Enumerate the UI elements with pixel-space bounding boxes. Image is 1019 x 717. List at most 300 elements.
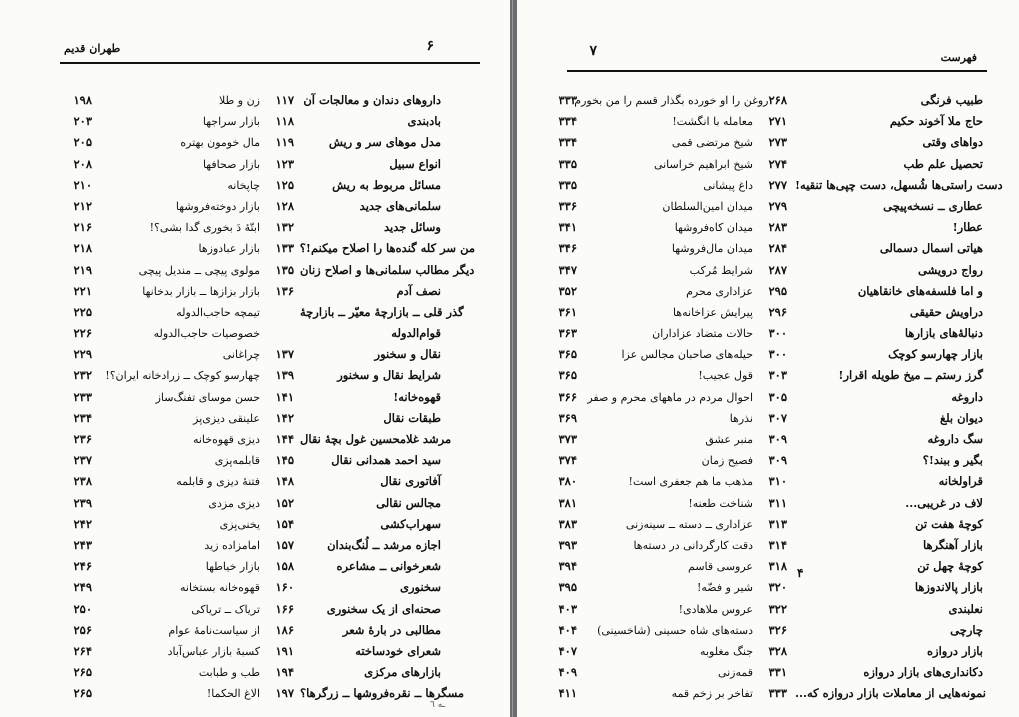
toc-entry-title: بازار صحافها bbox=[202, 157, 260, 171]
toc-entry-title: عروسی قاسم bbox=[688, 560, 753, 574]
toc-entry bbox=[577, 260, 787, 281]
toc-entry-title: عطار! bbox=[952, 220, 983, 235]
toc-entry-page: ۳۰۹ bbox=[768, 453, 787, 468]
toc-page-number: ۳۶۹ bbox=[558, 410, 577, 425]
toc-entry-title: میدان مال‌فروشها bbox=[671, 242, 753, 256]
toc-entry-page: ۳۱۳ bbox=[768, 516, 787, 531]
toc-entry-title: آفاتوری نقال bbox=[380, 474, 441, 489]
toc-entry-title: مرشد غلامحسین غول بچهٔ نقال bbox=[300, 432, 452, 446]
toc-entry-title: سهراب‌کشی bbox=[380, 516, 441, 531]
toc-entry-page: ۳۱۰ bbox=[768, 474, 787, 489]
toc-entry-title: عزاداری محرم bbox=[686, 284, 753, 298]
toc-entry-page: ۱۵۷ bbox=[275, 537, 294, 552]
toc-entry-page: ۱۲۵ bbox=[275, 177, 294, 192]
toc-entry bbox=[300, 450, 475, 471]
toc-entry-title: کوچهٔ هفت تن bbox=[915, 516, 983, 531]
toc-entry-title: چراغانی bbox=[222, 348, 260, 362]
toc-page-number: ۲۵۰ bbox=[73, 601, 92, 616]
toc-entry-page: ۲۹۵ bbox=[768, 283, 787, 298]
toc-entry bbox=[100, 535, 294, 556]
toc-entry-page: ۳۲۰ bbox=[768, 580, 787, 595]
toc-entry-title: شرایط مُرکب bbox=[689, 263, 753, 277]
toc-entry bbox=[795, 344, 1017, 365]
toc-entry-title: زن و طلا bbox=[218, 94, 260, 107]
toc-page-number: ۲۶۵ bbox=[73, 686, 92, 701]
toc-entry-title: نصف آدم bbox=[396, 283, 441, 298]
toc-entry bbox=[100, 302, 294, 323]
toc-entry bbox=[100, 132, 294, 153]
toc-entry bbox=[100, 238, 294, 259]
toc-entry-page: ۱۴۵ bbox=[275, 453, 294, 468]
toc-entry bbox=[577, 175, 787, 196]
toc-entry-title: منبر عشق bbox=[705, 433, 753, 446]
toc-entry-page bbox=[441, 577, 475, 598]
toc-entry-title: شناخت طعنه! bbox=[688, 496, 753, 510]
toc-entry bbox=[300, 429, 475, 450]
toc-entry-page bbox=[451, 429, 475, 450]
toc-entry-title: معامله با انگشت! bbox=[672, 115, 753, 129]
toc-entry-page: ۳۱۸ bbox=[768, 559, 787, 574]
toc-entry-title: نعلبندی bbox=[948, 601, 983, 616]
toc-entry-title: داغ پیشانی bbox=[703, 178, 753, 192]
toc-entry bbox=[577, 662, 787, 683]
toc-entry bbox=[795, 599, 1017, 620]
toc-entry-page bbox=[983, 471, 1017, 492]
toc-entry-page: ۳۰۹ bbox=[768, 432, 787, 446]
toc-entry-page: ۱۱۹ bbox=[275, 135, 294, 150]
toc-entry-page bbox=[983, 450, 1017, 471]
toc-entry-page bbox=[983, 132, 1017, 153]
toc-entry-title: بازار آهنگرها bbox=[922, 537, 983, 552]
right-toc-column-a bbox=[795, 90, 1017, 704]
toc-entry bbox=[577, 154, 787, 175]
toc-entry-page bbox=[983, 599, 1017, 620]
toc-entry-page bbox=[983, 387, 1017, 408]
toc-entry bbox=[100, 260, 294, 281]
toc-entry bbox=[577, 577, 787, 598]
toc-entry bbox=[577, 344, 787, 365]
toc-page-number: ۳۴۶ bbox=[558, 241, 577, 256]
toc-entry-title: سخنوری bbox=[399, 580, 441, 595]
toc-page-number: ۲۴۹ bbox=[73, 580, 92, 595]
toc-page-number: ۲۳۳ bbox=[73, 389, 92, 404]
toc-entry-title: هیاتی اسمال دسمالی bbox=[879, 241, 983, 256]
toc-entry-page: ۱۵۸ bbox=[275, 559, 294, 574]
toc-entry-title: دیوان بلغ bbox=[939, 410, 983, 425]
right-page bbox=[517, 0, 1019, 717]
toc-page-number: ۴۰۹ bbox=[558, 665, 577, 680]
toc-entry-title: دست راستی‌ها شُسهل، دست چپی‌ها تنقیه! bbox=[795, 177, 1003, 192]
toc-entry-page: ۲۸۷ bbox=[768, 262, 787, 277]
toc-page-number: ۳۸۳ bbox=[558, 516, 577, 531]
toc-entry bbox=[100, 662, 294, 683]
toc-entry-page bbox=[983, 493, 1017, 514]
toc-entry bbox=[795, 620, 1017, 641]
toc-entry-title: روغن را او خورده بگذار قسم را من بخورم bbox=[574, 94, 769, 107]
toc-entry bbox=[577, 217, 787, 238]
toc-entry-title: قهوه‌خانه بستخانه bbox=[180, 581, 260, 595]
toc-entry-page: ۱۵۴ bbox=[275, 516, 294, 531]
toc-entry-page bbox=[441, 281, 475, 302]
toc-entry-page bbox=[983, 535, 1017, 556]
toc-entry-page: ۲۷۱ bbox=[768, 114, 787, 129]
toc-entry-title: مال خومون بهتره bbox=[180, 136, 260, 150]
toc-entry-title: امامزاده زید bbox=[204, 538, 260, 552]
toc-entry-page: ۳۰۵ bbox=[768, 389, 787, 404]
toc-page-number: ۲۵۶ bbox=[73, 622, 92, 637]
left-page-header bbox=[64, 38, 474, 60]
toc-entry-page: ۱۵۲ bbox=[275, 495, 294, 510]
toc-entry-title: شیخ مرتضی قمی bbox=[671, 136, 753, 150]
toc-page-number: ۳۳۳ bbox=[558, 93, 577, 107]
left-header-rule bbox=[60, 62, 480, 64]
toc-entry-title: بادبندی bbox=[407, 114, 441, 129]
toc-entry bbox=[300, 217, 475, 238]
toc-page-number: ۲۳۶ bbox=[73, 432, 92, 446]
toc-entry-page bbox=[441, 175, 475, 196]
toc-entry bbox=[300, 90, 475, 111]
toc-entry-page bbox=[441, 154, 475, 175]
toc-entry bbox=[577, 683, 787, 704]
toc-entry-page bbox=[983, 196, 1017, 217]
toc-entry bbox=[795, 683, 1017, 704]
toc-entry-page: ۳۳۱ bbox=[768, 665, 787, 680]
toc-entry-title: دوا‌های وقتی bbox=[922, 135, 983, 150]
toc-entry bbox=[795, 577, 1017, 598]
toc-page-number: ۴۰۴ bbox=[558, 622, 577, 637]
toc-entry bbox=[577, 111, 787, 132]
toc-entry-title: خصوصیات حاجب‌الدوله bbox=[153, 327, 260, 341]
toc-entry-title: یخنی‌پزی bbox=[219, 517, 260, 531]
toc-entry-title: اجازه مرشد ــ لُنگ‌بندان bbox=[327, 537, 441, 552]
toc-entry bbox=[100, 577, 294, 598]
toc-entry-page: ۱۱۷ bbox=[275, 93, 294, 107]
toc-entry-title: گرز رستم ــ میخ طویله اقرار! bbox=[838, 368, 983, 383]
toc-entry-title: فصیح زمان bbox=[701, 454, 753, 468]
toc-entry-title: عزاداری ــ دسته ــ سینه‌زنی bbox=[625, 517, 753, 531]
toc-entry-title: قمه‌زنی bbox=[717, 666, 753, 680]
toc-entry-page bbox=[441, 535, 475, 556]
toc-entry-title: شرایط نقال و سخنور bbox=[337, 368, 441, 383]
toc-entry-title: کسبهٔ بازار عباس‌آباد bbox=[167, 644, 260, 658]
toc-entry-title: صحنه‌ای از یک سخنوری bbox=[326, 601, 441, 616]
toc-entry-page bbox=[441, 132, 475, 153]
toc-entry-title: حالات متضاد عزاداران bbox=[652, 327, 753, 341]
toc-entry-title: میدان کاه‌فروشها bbox=[674, 221, 753, 235]
toc-entry-title: مذهب ما هم جعفری است! bbox=[628, 475, 753, 489]
toc-entry-page bbox=[983, 620, 1017, 641]
toc-entry bbox=[795, 365, 1017, 386]
toc-entry bbox=[577, 535, 787, 556]
toc-entry-title: بازارهای مرکزی bbox=[364, 665, 441, 680]
toc-entry-page bbox=[441, 196, 475, 217]
toc-entry-title: من سر کله گنده‌ها را اصلاح میکنم!؟ bbox=[299, 241, 475, 256]
toc-entry bbox=[795, 175, 1017, 196]
right-header-rule bbox=[567, 70, 987, 72]
left-page-number-column bbox=[52, 90, 92, 704]
toc-entry-title: احوال مردم در ماههای محرم و صفر bbox=[587, 390, 753, 404]
toc-entry-title: دیزی قهوه‌خانه bbox=[192, 433, 260, 446]
toc-entry bbox=[300, 238, 475, 259]
left-footer-mark: ـه ٦ bbox=[430, 700, 446, 710]
toc-entry-page bbox=[983, 323, 1017, 344]
toc-entry-page: ۱۶۰ bbox=[275, 580, 294, 595]
toc-entry-title: قهوه‌خانه! bbox=[393, 389, 441, 404]
toc-entry-page bbox=[441, 90, 475, 111]
toc-entry bbox=[100, 196, 294, 217]
toc-entry bbox=[577, 641, 787, 662]
right-toc-column-b bbox=[574, 90, 787, 704]
toc-entry-title: مسگرها ــ نقره‌فروشها ــ زرگرها؟ bbox=[300, 686, 464, 701]
toc-entry-title: دراویش حقیقی bbox=[909, 304, 983, 319]
toc-entry-page: ۱۳۳ bbox=[275, 241, 294, 256]
toc-page-number: ۳۳۴ bbox=[558, 114, 577, 129]
toc-page-number: ۲۰۸ bbox=[73, 156, 92, 171]
toc-entry-page bbox=[983, 429, 1017, 450]
toc-entry bbox=[795, 111, 1017, 132]
toc-entry bbox=[577, 302, 787, 323]
toc-entry-title: قوام‌الدوله bbox=[391, 326, 441, 341]
toc-entry-page bbox=[983, 365, 1017, 386]
toc-entry bbox=[795, 514, 1017, 535]
toc-entry-title: قول عجیب! bbox=[698, 369, 753, 383]
toc-entry-page bbox=[441, 450, 475, 471]
toc-entry bbox=[100, 365, 294, 386]
toc-entry-page: ۱۳۲ bbox=[275, 220, 294, 235]
toc-entry-title: بازار دوخته‌فروشها bbox=[175, 199, 260, 213]
toc-entry bbox=[300, 154, 475, 175]
toc-entry bbox=[574, 90, 787, 111]
toc-page-number: ۲۱۰ bbox=[73, 177, 92, 192]
toc-page-number: ۲۳۹ bbox=[73, 495, 92, 510]
toc-page-number: ۳۴۱ bbox=[558, 220, 577, 235]
toc-page-number: ۳۶۱ bbox=[558, 304, 577, 319]
toc-entry-page bbox=[983, 662, 1017, 683]
toc-page-number: ۲۲۹ bbox=[73, 347, 92, 362]
toc-entry bbox=[300, 493, 475, 514]
toc-entry bbox=[300, 175, 475, 196]
toc-entry-title: طبقات نقال bbox=[383, 410, 441, 425]
toc-entry bbox=[795, 662, 1017, 683]
toc-entry-page bbox=[983, 154, 1017, 175]
toc-entry-title: لاف در غریبی... bbox=[905, 495, 983, 510]
toc-entry bbox=[577, 429, 787, 450]
right-page-number: ۷ bbox=[589, 43, 597, 59]
toc-entry bbox=[795, 217, 1017, 238]
toc-entry bbox=[300, 514, 475, 535]
toc-page-number: ۳۸۰ bbox=[558, 474, 577, 489]
toc-entry bbox=[795, 450, 1017, 471]
toc-entry-title: سید احمد همدانی نقال bbox=[331, 453, 441, 468]
toc-page-number: ۳۹۴ bbox=[558, 559, 577, 574]
toc-entry-title: حاج ملا آخوند حکیم bbox=[889, 114, 983, 129]
toc-entry bbox=[300, 111, 475, 132]
toc-entry bbox=[795, 641, 1017, 662]
toc-entry-title: قابلمه‌پزی bbox=[214, 454, 260, 468]
toc-page-number: ۳۶۶ bbox=[558, 389, 577, 404]
toc-page-number: ۲۲۱ bbox=[73, 283, 92, 298]
toc-entry-title: از سیاست‌نامهٔ عوام bbox=[168, 623, 260, 637]
toc-entry-title: علینقی دیزی‌پز bbox=[193, 411, 260, 425]
toc-entry-title: پیرایش عزاخانه‌ها bbox=[672, 305, 753, 319]
toc-entry-title: تفاخر بر زخم قمه bbox=[671, 687, 753, 701]
toc-entry bbox=[795, 408, 1017, 429]
toc-entry-title: نمونه‌هایی از معاملات بازار دروازه که... bbox=[795, 686, 986, 701]
toc-page-number: ۳۶۵ bbox=[558, 347, 577, 362]
toc-entry bbox=[795, 238, 1017, 259]
toc-entry-title: بازار خیاطها bbox=[205, 560, 260, 574]
left-toc-column-b bbox=[100, 90, 294, 704]
toc-entry bbox=[577, 323, 787, 344]
toc-entry-title: مسائل مربوط به ریش bbox=[332, 177, 441, 192]
toc-entry-page: ۲۸۳ bbox=[768, 220, 787, 235]
toc-page-number: ۲۰۳ bbox=[73, 114, 92, 129]
toc-entry bbox=[100, 111, 294, 132]
toc-entry-title: شعرخوانی ــ مشاعره bbox=[336, 559, 441, 574]
toc-entry bbox=[100, 281, 294, 302]
toc-page-number: ۲۲۵ bbox=[73, 304, 92, 319]
toc-page-number: ۲۰۵ bbox=[73, 135, 92, 150]
toc-entry-title: دقت کارگردانی در دسته‌ها bbox=[633, 538, 753, 552]
toc-entry-page bbox=[441, 493, 475, 514]
toc-entry-page: ۱۹۷ bbox=[275, 686, 294, 701]
left-toc-column-a bbox=[300, 90, 475, 704]
toc-entry-title: تریاک ــ تریاکی bbox=[191, 602, 260, 616]
toc-entry bbox=[300, 408, 475, 429]
toc-page-number: ۲۳۴ bbox=[73, 410, 92, 425]
toc-entry bbox=[577, 620, 787, 641]
toc-entry-page bbox=[983, 260, 1017, 281]
toc-entry-title: داروغه bbox=[951, 389, 983, 404]
toc-entry-page bbox=[983, 217, 1017, 238]
toc-entry-title: عطاری ــ نسخه‌پیچی bbox=[883, 198, 983, 213]
toc-entry-title: عروس ملاهادی! bbox=[678, 602, 753, 616]
toc-entry bbox=[795, 302, 1017, 323]
toc-entry-page: ۱۳۹ bbox=[275, 368, 294, 383]
toc-entry bbox=[300, 344, 475, 365]
toc-entry-title: قراولخانه bbox=[938, 474, 983, 489]
toc-entry-page: ۳۲۸ bbox=[768, 643, 787, 658]
toc-entry-page bbox=[464, 683, 475, 704]
toc-entry-page: ۲۷۴ bbox=[768, 156, 787, 171]
toc-entry bbox=[300, 323, 475, 344]
gutter-divider bbox=[512, 0, 513, 717]
toc-entry-title: گذر قلی ــ بازارچهٔ معیّر ــ بازارچهٔ bbox=[300, 304, 464, 319]
toc-page-number: ۳۳۵ bbox=[558, 177, 577, 192]
toc-page-number: ۲۴۳ bbox=[73, 537, 92, 552]
toc-entry-title: نذرها bbox=[729, 411, 753, 425]
toc-entry-page bbox=[441, 514, 475, 535]
toc-page-number: ۴۱۱ bbox=[558, 686, 577, 701]
toc-entry bbox=[100, 514, 294, 535]
toc-entry-page bbox=[441, 217, 475, 238]
toc-entry-title: چاپخانه bbox=[227, 178, 260, 192]
toc-entry-title: سگ داروغه bbox=[927, 432, 983, 446]
toc-entry bbox=[100, 90, 294, 111]
toc-entry-page: ۱۳۵ bbox=[275, 262, 294, 277]
toc-entry bbox=[100, 387, 294, 408]
toc-entry-page: ۱۳۶ bbox=[275, 283, 294, 298]
toc-entry-page: ۱۳۷ bbox=[275, 347, 294, 362]
toc-entry-title: تحصیل علم طب bbox=[903, 156, 983, 171]
toc-page-number: ۳۵۲ bbox=[558, 283, 577, 298]
toc-entry-title: تیمچه حاجب‌الدوله bbox=[176, 305, 260, 319]
toc-entry-page: ۲۷۳ bbox=[768, 135, 787, 150]
toc-page-number: ۲۳۷ bbox=[73, 453, 92, 468]
toc-entry bbox=[100, 429, 294, 450]
toc-entry-page bbox=[983, 238, 1017, 259]
toc-entry bbox=[300, 641, 475, 662]
toc-entry bbox=[577, 556, 787, 577]
toc-entry-page bbox=[983, 302, 1017, 323]
toc-entry-page bbox=[1003, 175, 1017, 196]
left-page-number: ۶ bbox=[426, 38, 434, 54]
toc-entry-page: ۳۱۴ bbox=[768, 537, 787, 552]
toc-entry-title: بازار عبادوزها bbox=[198, 242, 260, 256]
toc-entry bbox=[300, 260, 475, 281]
toc-entry bbox=[795, 281, 1017, 302]
toc-page-number: ۳۸۱ bbox=[558, 495, 577, 510]
toc-entry-page: ۱۴۴ bbox=[275, 432, 294, 446]
toc-entry bbox=[100, 641, 294, 662]
toc-entry-page: ۱۱۸ bbox=[275, 114, 294, 129]
toc-entry bbox=[795, 90, 1017, 111]
toc-entry-page: ۱۹۱ bbox=[275, 643, 294, 658]
toc-entry bbox=[300, 365, 475, 386]
toc-entry-page bbox=[441, 599, 475, 620]
toc-entry bbox=[577, 450, 787, 471]
toc-entry-title: وسائل جدید bbox=[384, 220, 441, 235]
toc-entry-title: میدان امین‌السلطان bbox=[662, 199, 753, 213]
toc-entry bbox=[300, 577, 475, 598]
toc-entry-title: نقال و سخنور bbox=[374, 347, 441, 362]
toc-entry-title: ابتّهٔ دَ بخوری گدا بشی؟! bbox=[149, 221, 260, 235]
toc-entry bbox=[577, 599, 787, 620]
toc-page-number: ۳۷۳ bbox=[558, 432, 577, 446]
toc-entry-title: رواج درویشی bbox=[917, 262, 983, 277]
toc-page-number: ۳۶۵ bbox=[558, 368, 577, 383]
toc-entry-title: مطالبی در بارهٔ شعر bbox=[342, 622, 441, 637]
toc-entry bbox=[577, 408, 787, 429]
toc-entry-page: ۱۶۶ bbox=[275, 601, 294, 616]
toc-entry-page bbox=[441, 387, 475, 408]
toc-entry-title: حسن موسای تفنگ‌ساز bbox=[155, 390, 260, 404]
toc-entry-page bbox=[441, 111, 475, 132]
toc-entry bbox=[795, 154, 1017, 175]
toc-entry bbox=[795, 556, 1017, 577]
toc-page-number: ۱۹۸ bbox=[73, 93, 92, 107]
toc-entry-page: ۲۹۶ bbox=[768, 304, 787, 319]
toc-entry-page bbox=[441, 556, 475, 577]
toc-entry bbox=[100, 556, 294, 577]
toc-entry-title: انواع سبیل bbox=[389, 156, 441, 171]
toc-entry bbox=[100, 620, 294, 641]
right-running-title: فهرست bbox=[940, 51, 977, 64]
toc-entry bbox=[577, 132, 787, 153]
toc-entry bbox=[100, 683, 294, 704]
toc-entry-title: دسته‌های شاه حسینی (شاخسینی) bbox=[597, 623, 753, 637]
toc-entry-title: طبیب فرنگی bbox=[920, 93, 983, 107]
right-page-number-column bbox=[537, 90, 577, 704]
toc-page-number: ۳۳۶ bbox=[558, 198, 577, 213]
toc-entry-title: سلمانی‌های جدید bbox=[359, 198, 441, 213]
toc-entry-page bbox=[441, 365, 475, 386]
toc-entry bbox=[300, 620, 475, 641]
toc-entry bbox=[300, 302, 475, 323]
toc-entry bbox=[100, 323, 294, 344]
toc-entry bbox=[100, 471, 294, 492]
toc-entry-title: شعرای خودساخته bbox=[355, 643, 441, 658]
